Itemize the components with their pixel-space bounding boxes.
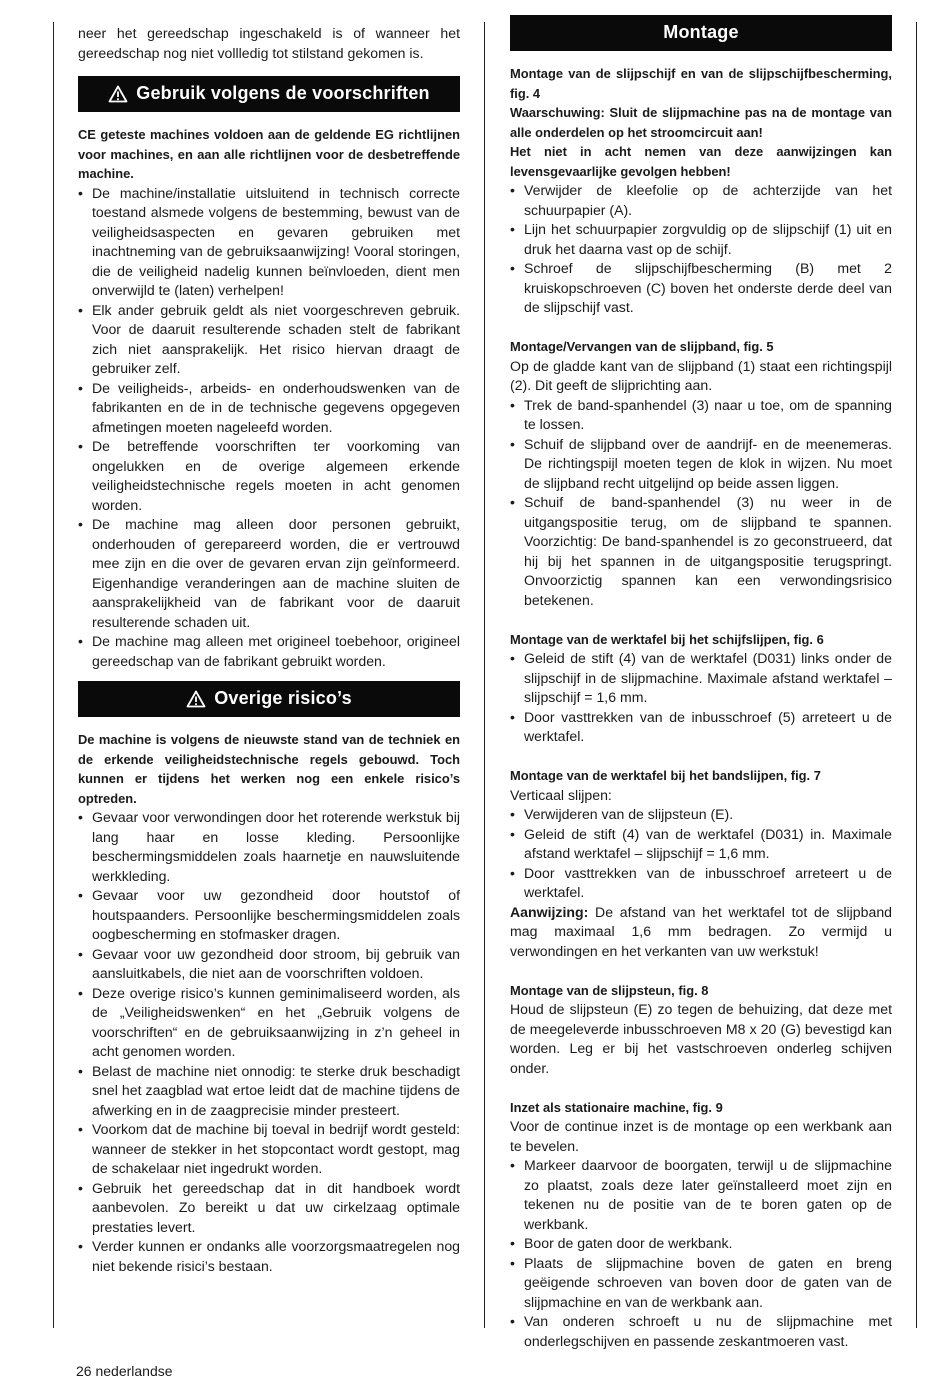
list-item: • Trek de band-spanhendel (3) naar u toe, om de spanning te lossen.	[510, 396, 892, 435]
subsection-heading: Montage van de slijpsteun, fig. 8	[510, 982, 709, 998]
subsection-heading: Montage van de werktafel bij het schijfslijpen, fig. 6	[510, 631, 824, 647]
section-lead: CE geteste machines voldoen aan de geldende EG richtlijnen voor machines, en aan alle richtlijnen voor de desbetreffende machine.	[78, 127, 460, 181]
paragraph: Voor de continue inzet is de montage op een werkbank aan te bevelen.	[510, 1118, 892, 1154]
list-item: • Verder kunnen er ondanks alle voorzorgsmaatregelen nog niet bekende risici’s bestaan.	[78, 1237, 460, 1276]
paragraph: Verticaal slijpen:	[510, 786, 612, 803]
note-text: De afstand van het werktafel tot de slijpband mag maximaal 1,6 mm bedragen. Zo vermijd u verwondingen en het verkanten van uw werkstuk!	[510, 903, 892, 959]
list-item: • Plaats de slijpmachine boven de gaten en breng geëigende schroeven van boven door de gaten van de slijpmachine en van de werkbank aan.	[510, 1254, 892, 1313]
bullet-list	[78, 808, 460, 1276]
column-divider-rule	[484, 22, 485, 1328]
section-header-overige	[78, 681, 460, 717]
list-item: • De machine mag alleen door personen gebruikt, onderhouden of gerepareerd worden, die er vertrouwd mee zijn en die over de gevaren ervan zijn geïnformeerd. Eigenhandige veranderingen aan de machine sluiten de aansprakelijkheid van de fabrikant voor de daaruit resulterende schaden uit.	[78, 515, 460, 632]
bullet-list	[510, 649, 892, 747]
list-item: • Verwijderen van de slijpsteun (E).	[510, 805, 892, 825]
section-lead: De machine is volgens de nieuwste stand van de techniek en de erkende veiligheidstechnische regels gebouwd. Toch kunnen er tijdens het werken nog een enkele risico’s optreden.	[78, 732, 460, 806]
bullet-list	[510, 181, 892, 318]
list-item: • Geleid de stift (4) van de werktafel (D031) links onder de slijpschijf in de slijpmachine. Maximale afstand werktafel – slijpschijf = 1,6 mm.	[510, 649, 892, 708]
subsection-heading: Inzet als stationaire machine, fig. 9	[510, 1099, 723, 1115]
list-item: • Belast de machine niet onnodig: te sterke druk beschadigt snel het zaagblad wat ertoe leidt dat de machine tijdens de afwerking en in de zaagprecisie minder presteert.	[78, 1062, 460, 1121]
warning-triangle-icon	[108, 85, 128, 103]
paragraph: Houd de slijpsteun (E) zo tegen de behuizing, dat deze met de meegeleverde inbusschroeven M8 x 20 (G) bevestigd kan worden. Leg er bij het vastschroeven onderleg schijven onder.	[510, 1001, 892, 1076]
note-paragraph	[510, 903, 892, 962]
list-item: • Boor de gaten door de werkbank.	[510, 1234, 892, 1254]
list-item: • Deze overige risico’s kunnen geminimaliseerd worden, als de „Veiligheidswenken“ en het „Gebruik volgens de voorschriften“ en de gebruiksaanwijzing in z’n geheel in acht genomen worden.	[78, 984, 460, 1062]
section-header-gebruik	[78, 76, 460, 112]
subsection-heading: Montage/Vervangen van de slijpband, fig. 5	[510, 339, 774, 354]
list-item: • Schuif de slijpband over de aandrijf- en de meenemeras. De richtingspijl moeten tegen de klok in wijzen. Nu moet de slijpband recht uitgelijnd op beide assen liggen.	[510, 435, 892, 494]
paragraph: Op de gladde kant van de slijpband (1) staat een richtingspijl (2). Dit geeft de slijprichting aan.	[510, 357, 892, 393]
list-item: • De machine/installatie uitsluitend in technisch correcte toestand alsmede volgens de bestemming, bewust van de veiligheidsaspecten en gevaren gebruiken met inachtneming van de gebruiksaanwijzing! Vooral storingen, die de veiligheid nadelig kunnen beïnvloeden, dient men onverwijld te (laten) verhelpen!	[78, 184, 460, 301]
list-item: • Van onderen schroeft u nu de slijpmachine met onderlegschijven en passende zeskantmoeren vast.	[510, 1312, 892, 1351]
list-item: • Schroef de slijpschijfbescherming (B) met 2 kruiskopschroeven (C) boven het onderste derde deel van de slijpschijf vast.	[510, 259, 892, 318]
list-item: • De veiligheids-, arbeids- en onderhoudswenken van de fabrikanten en de in de technische gegevens opgegeven afmetingen moeten nageleefd worden.	[78, 379, 460, 438]
list-item: • Verwijder de kleefolie op de achterzijde van het schuurpapier (A).	[510, 181, 892, 220]
list-item: • Gevaar voor uw gezondheid door houtstof of houtspaanders. Persoonlijke beschermingsmiddelen zoals oogbescherming en stofmasker dragen.	[78, 886, 460, 945]
list-item: • Voorkom dat de machine bij toeval in bedrijf wordt gesteld: wanneer de stekker in het stopcontact wordt gestopt, mag de schakelaar niet ingedrukt worden.	[78, 1120, 460, 1179]
list-item: • Gevaar voor uw gezondheid door stroom, bij gebruik van aansluitkabels, die niet aan de voorschriften voldoen.	[78, 945, 460, 984]
list-item: • Door vasttrekken van de inbusschroef arreteert u de werktafel.	[510, 864, 892, 903]
warning-text: Het niet in acht nemen van deze aanwijzingen kan levensgevaarlijke gevolgen hebben!	[510, 144, 892, 179]
intro-paragraph: neer het gereedschap ingeschakeld is of wanneer het gereedschap nog niet vollledig tot stilstand gekomen is.	[78, 25, 460, 61]
right-column	[510, 15, 892, 1351]
bullet-list	[510, 1156, 892, 1351]
section-title: Montage	[663, 22, 739, 43]
subsection-heading: Montage van de slijpschijf en van de slijpschijfbescherming, fig. 4	[510, 66, 892, 101]
list-item: • Elk ander gebruik geldt als niet voorgeschreven gebruik. Voor de daaruit resulterende schaden stelt de fabrikant zich niet aansprakelijk. Het risico hiervan draagt de gebruiker zelf.	[78, 301, 460, 379]
warning-triangle-icon	[186, 690, 206, 708]
list-item: • Geleid de stift (4) van de werktafel (D031) in. Maximale afstand werktafel – slijpschijf = 1,6 mm.	[510, 825, 892, 864]
list-item: • Gebruik het gereedschap dat in dit handboek wordt aanbevolen. Zo bereikt u dat uw cirkelzaag optimale prestaties levert.	[78, 1179, 460, 1238]
list-item: • De betreffende voorschriften ter voorkoming van ongelukken en de overige algemeen erkende veiligheidstechnische regels moeten in acht genomen worden.	[78, 437, 460, 515]
section-title: Overige risico’s	[214, 688, 352, 709]
list-item: • De machine mag alleen met origineel toebehoor, origineel gereedschap van de fabrikant gebruikt worden.	[78, 632, 460, 671]
note-label: Aanwijzing:	[510, 903, 589, 920]
left-column	[78, 24, 460, 1276]
list-item: • Gevaar voor verwondingen door het roterende werkstuk bij lang haar en losse kleding. Persoonlijke beschermingsmiddelen zoals haarnetje en nauwsluitende werkkleding.	[78, 808, 460, 886]
section-title: Gebruik volgens de voorschriften	[136, 83, 430, 104]
bullet-list	[510, 396, 892, 611]
list-item: • Markeer daarvoor de boorgaten, terwijl u de slijpmachine zo plaatst, zoals deze later geïnstalleerd moet zijn en tekenen nu de positie van de te boren gaten op de werkbank.	[510, 1156, 892, 1234]
section-header-montage	[510, 15, 892, 51]
list-item: • Door vasttrekken van de inbusschroef (5) arreteert u de werktafel.	[510, 708, 892, 747]
bullet-list	[510, 805, 892, 903]
left-margin-rule	[53, 22, 54, 1328]
subsection-heading: Montage van de werktafel bij het bandslijpen, fig. 7	[510, 768, 821, 783]
list-item: • Schuif de band-spanhendel (3) nu weer in de uitgangspositie terug, om de slijpband te spannen. Voorzichtig: De band-spanhendel is zo geconstrueerd, dat hij bij het spannen in de uitgangspositie terugspringt. Onvoorzictig spannen kan een verwondingsrisico betekenen.	[510, 493, 892, 610]
bullet-list	[78, 184, 460, 672]
page-footer: 26 nederlandse	[76, 1363, 173, 1379]
right-margin-rule	[916, 22, 917, 1328]
warning-text: Waarschuwing: Sluit de slijpmachine pas na de montage van alle onderdelen op het stroomcircuit aan!	[510, 105, 892, 140]
list-item: • Lijn het schuurpapier zorgvuldig op de slijpschijf (1) uit en druk het daarna vast op de schijf.	[510, 220, 892, 259]
